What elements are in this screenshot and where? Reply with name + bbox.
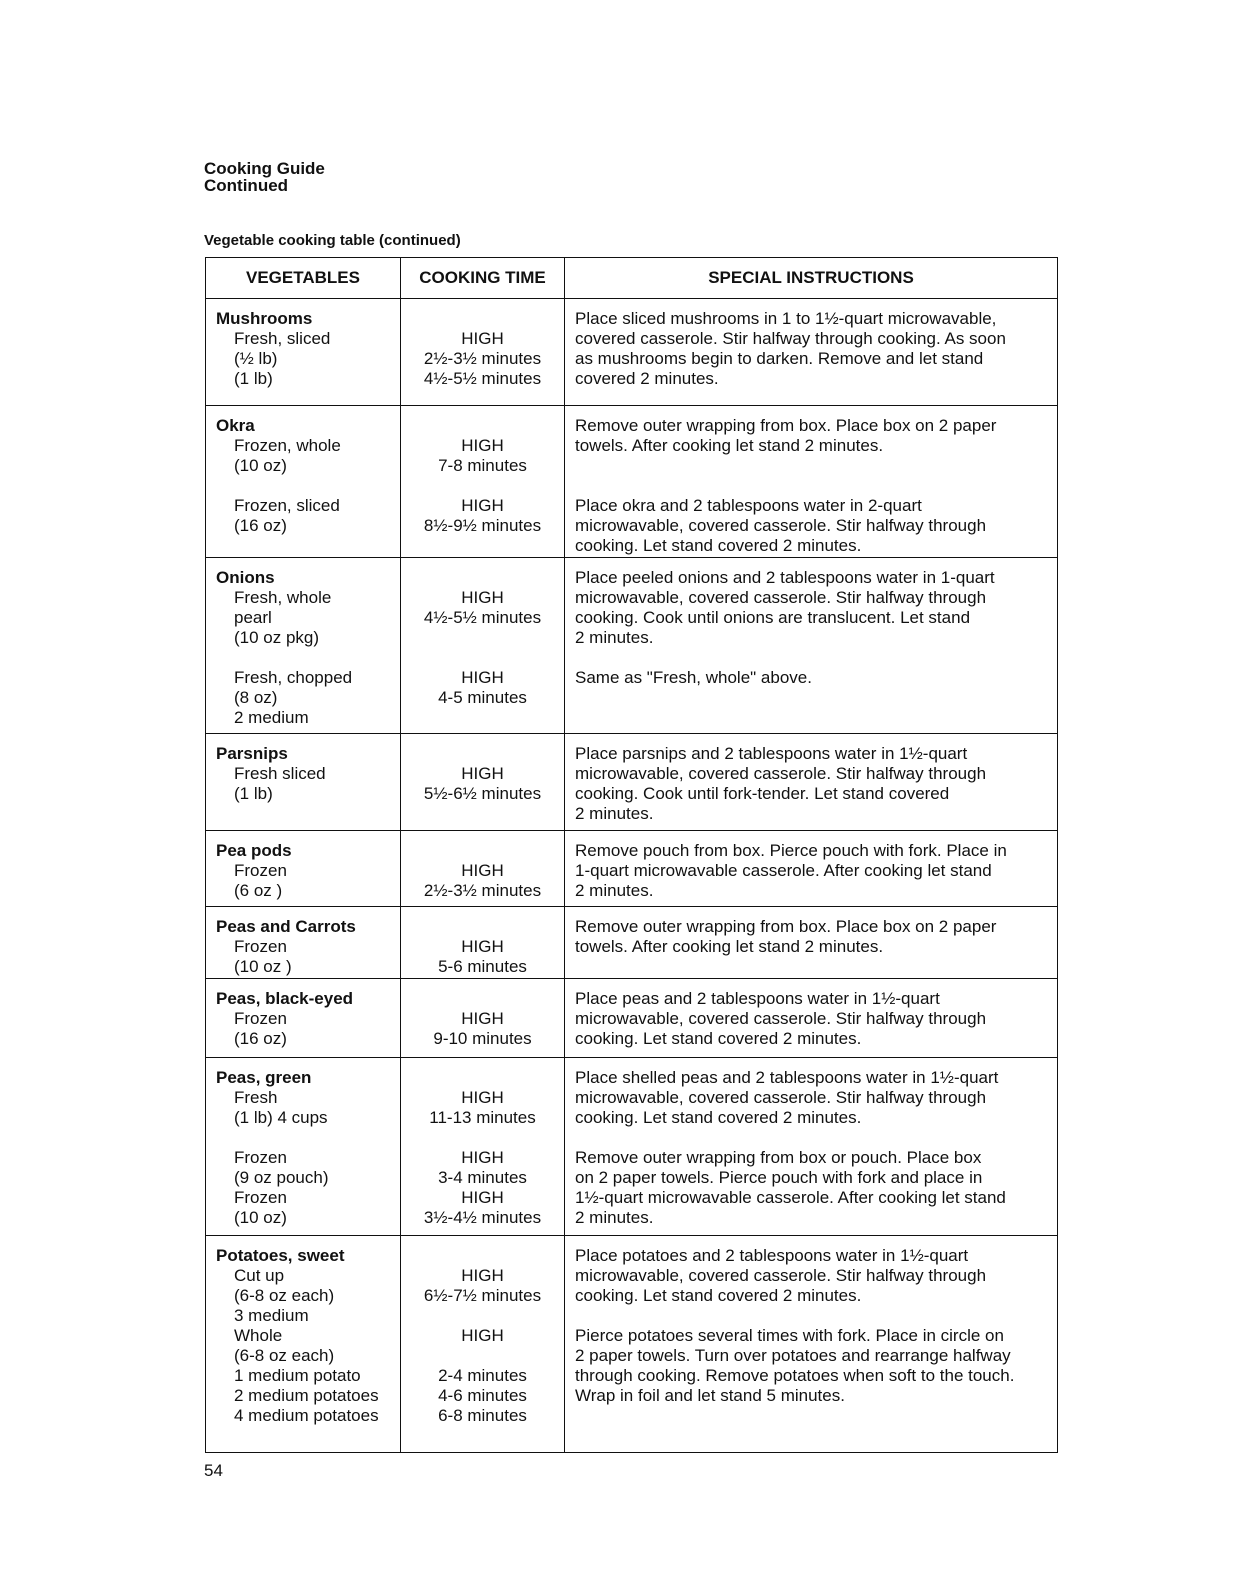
vegetable-name: Okra bbox=[216, 416, 255, 435]
cooking-time-line: HIGH bbox=[461, 1088, 504, 1107]
instruction-line: Same as "Fresh, whole" above. bbox=[575, 668, 812, 687]
cooking-time-line: 6-8 minutes bbox=[438, 1406, 527, 1425]
table-row bbox=[206, 299, 1058, 406]
cooking-time-line: 2-4 minutes bbox=[438, 1366, 527, 1385]
vegetable-name: Pea pods bbox=[216, 841, 292, 860]
instruction-line: microwavable, covered casserole. Stir halfway through bbox=[575, 764, 987, 783]
vegetable-detail: (10 oz) bbox=[234, 1208, 287, 1227]
cooking-time-line bbox=[411, 744, 554, 764]
table-row bbox=[206, 1058, 1058, 1236]
vegetable-detail: (8 oz) bbox=[234, 688, 278, 707]
instruction-line: Place shelled peas and 2 tablespoons water in 1½-quart bbox=[575, 1068, 999, 1087]
vegetable-detail: (10 oz pkg) bbox=[234, 628, 320, 647]
cooking-time-line: HIGH bbox=[461, 861, 504, 880]
vegetable-detail: pearl bbox=[234, 608, 272, 627]
cooking-time-line bbox=[411, 628, 554, 648]
cooking-time-line: 5-6 minutes bbox=[438, 957, 527, 976]
instruction-line: towels. After cooking let stand 2 minutes. bbox=[575, 436, 884, 455]
cooking-time-cell bbox=[401, 406, 565, 558]
instruction-line: Remove outer wrapping from box or pouch. Place box bbox=[575, 1148, 982, 1167]
table-row bbox=[206, 558, 1058, 734]
vegetable-detail: (6-8 oz each) bbox=[234, 1286, 335, 1305]
vegetable-detail: 2 medium potatoes bbox=[234, 1386, 379, 1405]
special-instructions-cell bbox=[565, 406, 1058, 558]
cooking-time-line: HIGH bbox=[461, 588, 504, 607]
table-header-row bbox=[206, 258, 1058, 299]
vegetable-name: Peas and Carrots bbox=[216, 917, 356, 936]
vegetable-name: Peas, green bbox=[216, 1068, 312, 1087]
instruction-line: 1½-quart microwavable casserole. After cooking let stand bbox=[575, 1188, 1006, 1207]
cooking-time-line: HIGH bbox=[461, 668, 504, 687]
special-instructions-cell bbox=[565, 831, 1058, 907]
vegetable-detail bbox=[216, 476, 390, 496]
vegetable-detail: Frozen bbox=[234, 861, 287, 880]
vegetable-detail: Fresh, chopped bbox=[234, 668, 353, 687]
page-title: Cooking Guide bbox=[204, 159, 325, 178]
cooking-time-line: 9-10 minutes bbox=[433, 1029, 532, 1048]
vegetable-cell bbox=[206, 831, 401, 907]
column-header-cooking-time: COOKING TIME bbox=[401, 258, 565, 299]
cooking-time-cell bbox=[401, 907, 565, 979]
vegetable-name: Potatoes, sweet bbox=[216, 1246, 345, 1265]
page-number: 54 bbox=[204, 1461, 223, 1480]
instruction-line: microwavable, covered casserole. Stir halfway through bbox=[575, 1009, 987, 1028]
vegetable-detail bbox=[216, 1128, 390, 1148]
cooking-time-line bbox=[411, 917, 554, 937]
vegetable-cell bbox=[206, 907, 401, 979]
cooking-time-line: 4½-5½ minutes bbox=[423, 369, 542, 388]
vegetable-cell bbox=[206, 299, 401, 406]
vegetable-detail: Fresh bbox=[234, 1088, 278, 1107]
cooking-time-line bbox=[411, 1346, 554, 1366]
instruction-line: Wrap in foil and let stand 5 minutes. bbox=[575, 1386, 845, 1405]
cooking-time-line: HIGH bbox=[461, 1148, 504, 1167]
table-row bbox=[206, 406, 1058, 558]
vegetable-cell bbox=[206, 406, 401, 558]
cooking-time-line: HIGH bbox=[461, 1188, 504, 1207]
instruction-line: Remove outer wrapping from box. Place box on 2 paper bbox=[575, 917, 997, 936]
vegetable-cooking-table bbox=[205, 257, 1058, 1453]
special-instructions-cell bbox=[565, 907, 1058, 979]
vegetable-detail: Fresh, sliced bbox=[234, 329, 331, 348]
page-header bbox=[204, 160, 325, 194]
cooking-time-line bbox=[411, 1246, 554, 1266]
special-instructions-cell bbox=[565, 734, 1058, 831]
cooking-time-line bbox=[411, 841, 554, 861]
instruction-line: Pierce potatoes several times with fork. Place in circle on bbox=[575, 1326, 1004, 1345]
cooking-time-line bbox=[411, 309, 554, 329]
instruction-line: as mushrooms begin to darken. Remove and let stand bbox=[575, 349, 984, 368]
cooking-time-line bbox=[411, 568, 554, 588]
instruction-line: 2 minutes. bbox=[575, 1208, 654, 1227]
instruction-line: microwavable, covered casserole. Stir halfway through bbox=[575, 1266, 987, 1285]
vegetable-detail: Frozen bbox=[234, 937, 287, 956]
instruction-line: Place potatoes and 2 tablespoons water in 1½-quart bbox=[575, 1246, 969, 1265]
vegetable-name: Peas, black-eyed bbox=[216, 989, 354, 1008]
cooking-time-line: 2½-3½ minutes bbox=[423, 349, 542, 368]
cooking-time-line: 2½-3½ minutes bbox=[423, 881, 542, 900]
cooking-time-line: 5½-6½ minutes bbox=[423, 784, 542, 803]
vegetable-detail: Frozen bbox=[234, 1188, 287, 1207]
vegetable-detail: 2 medium bbox=[234, 708, 309, 727]
instruction-line: covered 2 minutes. bbox=[575, 369, 719, 388]
vegetable-detail: Frozen, sliced bbox=[234, 496, 340, 515]
instruction-line: Place sliced mushrooms in 1 to 1½-quart microwavable, bbox=[575, 309, 997, 328]
cooking-time-line bbox=[411, 1306, 554, 1326]
cooking-time-line: 3-4 minutes bbox=[438, 1168, 527, 1187]
special-instructions-cell bbox=[565, 558, 1058, 734]
vegetable-name: Onions bbox=[216, 568, 275, 587]
vegetable-detail: (6-8 oz each) bbox=[234, 1346, 335, 1365]
cooking-time-line: 6½-7½ minutes bbox=[423, 1286, 542, 1305]
vegetable-detail: 1 medium potato bbox=[234, 1366, 361, 1385]
cooking-time-cell bbox=[401, 1058, 565, 1236]
instruction-line bbox=[575, 1128, 1047, 1148]
cooking-time-line: 11-13 minutes bbox=[429, 1108, 536, 1127]
instruction-line: cooking. Let stand covered 2 minutes. bbox=[575, 1029, 862, 1048]
instruction-line: 2 paper towels. Turn over potatoes and rearrange halfway bbox=[575, 1346, 1011, 1365]
vegetable-detail bbox=[216, 648, 390, 668]
vegetable-cell bbox=[206, 558, 401, 734]
instruction-line: Place parsnips and 2 tablespoons water in 1½-quart bbox=[575, 744, 968, 763]
instruction-line: microwavable, covered casserole. Stir halfway through bbox=[575, 588, 987, 607]
vegetable-name: Mushrooms bbox=[216, 309, 313, 328]
table-body bbox=[206, 299, 1058, 1453]
cooking-time-line: HIGH bbox=[461, 1009, 504, 1028]
special-instructions-cell bbox=[565, 1058, 1058, 1236]
cooking-time-line: 4½-5½ minutes bbox=[423, 608, 542, 627]
special-instructions-cell bbox=[565, 1236, 1058, 1453]
cooking-time-line bbox=[411, 648, 554, 668]
instruction-line: cooking. Let stand covered 2 minutes. bbox=[575, 1286, 862, 1305]
vegetable-detail: Fresh sliced bbox=[234, 764, 326, 783]
instruction-line: Remove pouch from box. Pierce pouch with fork. Place in bbox=[575, 841, 1007, 860]
instruction-line bbox=[575, 476, 1047, 496]
vegetable-name: Parsnips bbox=[216, 744, 288, 763]
vegetable-detail: (16 oz) bbox=[234, 1029, 287, 1048]
instruction-line: cooking. Let stand covered 2 minutes. bbox=[575, 536, 862, 555]
vegetable-detail: Frozen bbox=[234, 1148, 287, 1167]
vegetable-detail: (16 oz) bbox=[234, 516, 287, 535]
table-row bbox=[206, 907, 1058, 979]
vegetable-detail: Cut up bbox=[234, 1266, 285, 1285]
vegetable-detail: (1 lb) bbox=[234, 784, 273, 803]
cooking-time-line bbox=[411, 476, 554, 496]
vegetable-detail: Frozen, whole bbox=[234, 436, 341, 455]
cooking-time-cell bbox=[401, 734, 565, 831]
vegetable-detail: 3 medium bbox=[234, 1306, 309, 1325]
vegetable-detail: (1 lb) bbox=[234, 369, 273, 388]
cooking-time-line bbox=[411, 989, 554, 1009]
instruction-line: cooking. Let stand covered 2 minutes. bbox=[575, 1108, 862, 1127]
vegetable-detail: (½ lb) bbox=[234, 349, 278, 368]
vegetable-cell bbox=[206, 1058, 401, 1236]
instruction-line: cooking. Cook until onions are translucent. Let stand bbox=[575, 608, 971, 627]
instruction-line: microwavable, covered casserole. Stir halfway through bbox=[575, 1088, 987, 1107]
instruction-line: 2 minutes. bbox=[575, 628, 654, 647]
cooking-time-cell bbox=[401, 979, 565, 1058]
vegetable-detail: (10 oz ) bbox=[234, 957, 292, 976]
instruction-line: Place peeled onions and 2 tablespoons water in 1-quart bbox=[575, 568, 995, 587]
cooking-time-cell bbox=[401, 831, 565, 907]
cooking-time-line: HIGH bbox=[461, 764, 504, 783]
instruction-line: Place peas and 2 tablespoons water in 1½-quart bbox=[575, 989, 940, 1008]
special-instructions-cell bbox=[565, 299, 1058, 406]
instruction-line: Place okra and 2 tablespoons water in 2-quart bbox=[575, 496, 922, 515]
vegetable-detail: (1 lb) 4 cups bbox=[234, 1108, 328, 1127]
instruction-line: on 2 paper towels. Pierce pouch with fork and place in bbox=[575, 1168, 983, 1187]
vegetable-detail: 4 medium potatoes bbox=[234, 1406, 379, 1425]
instruction-line: cooking. Cook until fork-tender. Let stand covered bbox=[575, 784, 950, 803]
page-subtitle: Continued bbox=[204, 176, 289, 195]
cooking-time-line: HIGH bbox=[461, 1266, 504, 1285]
cooking-time-line: 8½-9½ minutes bbox=[423, 516, 542, 535]
vegetable-detail: Whole bbox=[234, 1326, 283, 1345]
vegetable-detail: Frozen bbox=[234, 1009, 287, 1028]
instruction-line bbox=[575, 456, 1047, 476]
cooking-time-line: 7-8 minutes bbox=[438, 456, 527, 475]
instruction-line: Remove outer wrapping from box. Place box on 2 paper bbox=[575, 416, 997, 435]
instruction-line: through cooking. Remove potatoes when soft to the touch. bbox=[575, 1366, 1015, 1385]
cooking-time-line: HIGH bbox=[461, 329, 504, 348]
instruction-line: 2 minutes. bbox=[575, 881, 654, 900]
instruction-line: microwavable, covered casserole. Stir halfway through bbox=[575, 516, 987, 535]
table-row bbox=[206, 1236, 1058, 1453]
instruction-line: 2 minutes. bbox=[575, 804, 654, 823]
vegetable-detail: (10 oz) bbox=[234, 456, 287, 475]
cooking-time-cell bbox=[401, 558, 565, 734]
cooking-time-line: 4-6 minutes bbox=[438, 1386, 527, 1405]
cooking-time-line bbox=[411, 416, 554, 436]
table-caption: Vegetable cooking table (continued) bbox=[204, 232, 461, 249]
cooking-time-line: HIGH bbox=[461, 937, 504, 956]
instruction-line: covered casserole. Stir halfway through cooking. As soon bbox=[575, 329, 1006, 348]
cooking-time-line: HIGH bbox=[461, 496, 504, 515]
instruction-line bbox=[575, 648, 1047, 668]
column-header-vegetables: VEGETABLES bbox=[206, 258, 401, 299]
cooking-time-line: 4-5 minutes bbox=[438, 688, 527, 707]
cooking-time-line: 3½-4½ minutes bbox=[423, 1208, 542, 1227]
vegetable-cell bbox=[206, 979, 401, 1058]
cooking-time-line: HIGH bbox=[461, 436, 504, 455]
cooking-time-line bbox=[411, 1128, 554, 1148]
special-instructions-cell bbox=[565, 979, 1058, 1058]
cooking-time-line: HIGH bbox=[461, 1326, 504, 1345]
cooking-time-cell bbox=[401, 299, 565, 406]
vegetable-cell bbox=[206, 734, 401, 831]
table-row bbox=[206, 979, 1058, 1058]
vegetable-cell bbox=[206, 1236, 401, 1453]
cooking-time-cell bbox=[401, 1236, 565, 1453]
column-header-special-instructions: SPECIAL INSTRUCTIONS bbox=[565, 258, 1058, 299]
instruction-line bbox=[575, 1306, 1047, 1326]
instruction-line: towels. After cooking let stand 2 minutes. bbox=[575, 937, 884, 956]
instruction-line: 1-quart microwavable casserole. After cooking let stand bbox=[575, 861, 992, 880]
cooking-time-line bbox=[411, 1068, 554, 1088]
vegetable-detail: Fresh, whole bbox=[234, 588, 332, 607]
table-row bbox=[206, 734, 1058, 831]
table-row bbox=[206, 831, 1058, 907]
vegetable-detail: (6 oz ) bbox=[234, 881, 283, 900]
vegetable-detail: (9 oz pouch) bbox=[234, 1168, 329, 1187]
